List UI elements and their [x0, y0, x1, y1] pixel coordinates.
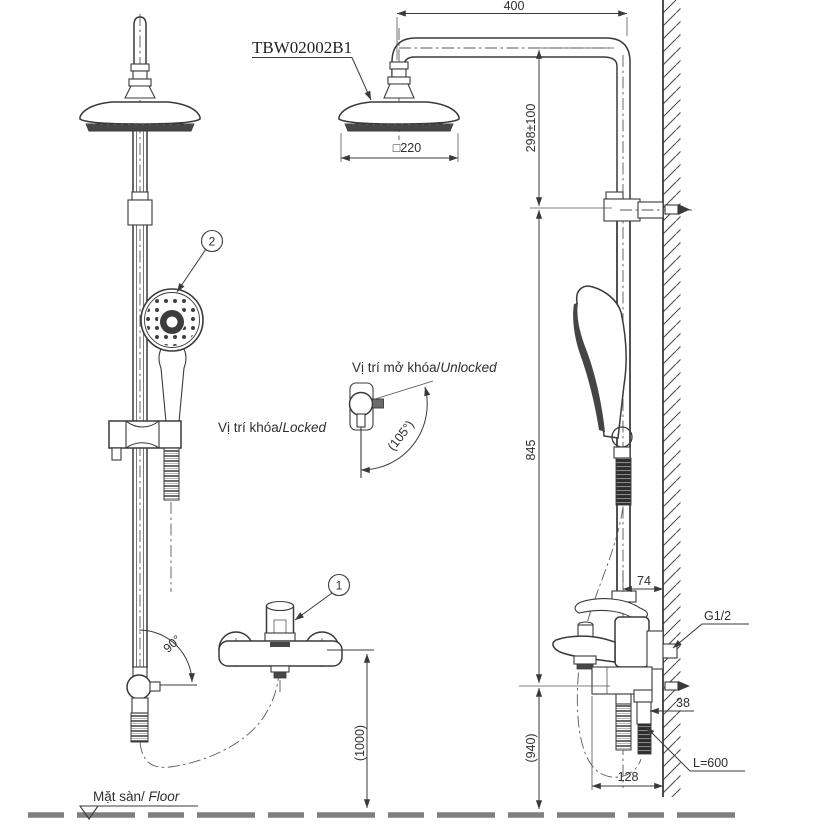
side-view-figure [339, 0, 749, 809]
arm-reach-value: 400 [503, 0, 525, 13]
dim-wall-offset [623, 570, 663, 592]
wall-offset-value: 74 [637, 574, 651, 588]
mixer-valve-front [219, 602, 342, 695]
hand-shower-hose [164, 448, 179, 500]
product-code: TBW02002B1 [252, 38, 353, 57]
valve-outlet [274, 672, 286, 678]
dim-hose-length [646, 727, 745, 771]
hand-shower-handle [159, 349, 186, 422]
diverter-knob [578, 625, 593, 637]
hose-outlet [638, 724, 651, 754]
lock-valve-knob [350, 393, 373, 416]
dim-thread-size [673, 609, 749, 648]
rain-shower-head-front [80, 102, 200, 131]
balloon-valve-number: 1 [335, 578, 343, 593]
hand-shower-front [141, 289, 203, 422]
spray-face [86, 124, 194, 131]
slide-rail [128, 131, 152, 668]
floor [28, 789, 737, 819]
balloon-valve [295, 575, 350, 621]
thread-size-value: G1/2 [704, 609, 732, 623]
valve-depth-value: 128 [617, 770, 639, 784]
threaded-outlet [616, 704, 631, 750]
spray-face-side [345, 124, 453, 131]
balloon-handshower-number: 2 [208, 234, 216, 249]
dim-install-height-front [327, 650, 374, 808]
locked-label: Vị trí khóa/Locked [218, 420, 327, 435]
anchor-screw-icon [678, 681, 690, 691]
rail-bottom-elbow [127, 667, 160, 742]
head-connector [125, 86, 155, 98]
wall [663, 0, 681, 797]
unlocked-label: Vị trí mở khóa/Unlocked [352, 360, 497, 375]
outlet-offset-value: 38 [676, 696, 690, 710]
product-code-callout [252, 38, 371, 100]
front-view-figure [80, 14, 374, 808]
lock-angle-value: (105°) [384, 417, 417, 454]
valve-cartridge [274, 620, 286, 634]
head-size-value: □220 [392, 141, 422, 155]
dim-column-length [524, 210, 539, 683]
install-height-side-value: (940) [524, 733, 538, 763]
install-height-front-value: (1000) [353, 724, 367, 762]
wand-hose [616, 458, 631, 505]
column-length-value: 845 [524, 439, 538, 461]
valve-wall-plate [647, 631, 663, 669]
dim-head-size [341, 133, 458, 162]
rail-union [128, 200, 152, 225]
rain-shower-head-side [339, 62, 459, 131]
lock-knob-lever [373, 399, 384, 408]
head-height-value: 298±100 [524, 103, 538, 153]
dim-arm-reach [397, 0, 627, 60]
lock-position-diagram [218, 360, 497, 478]
balloon-handshower [177, 231, 223, 293]
anchor-screw-icon [678, 204, 690, 215]
swivel-angle-value: 90° [160, 632, 185, 656]
floor-label: Mặt sàn/ Floor [93, 789, 180, 804]
dim-install-height-side [519, 686, 610, 809]
hose-length-value: L=600 [693, 756, 729, 770]
dim-head-height [524, 48, 614, 208]
valve-body-side [615, 617, 649, 667]
